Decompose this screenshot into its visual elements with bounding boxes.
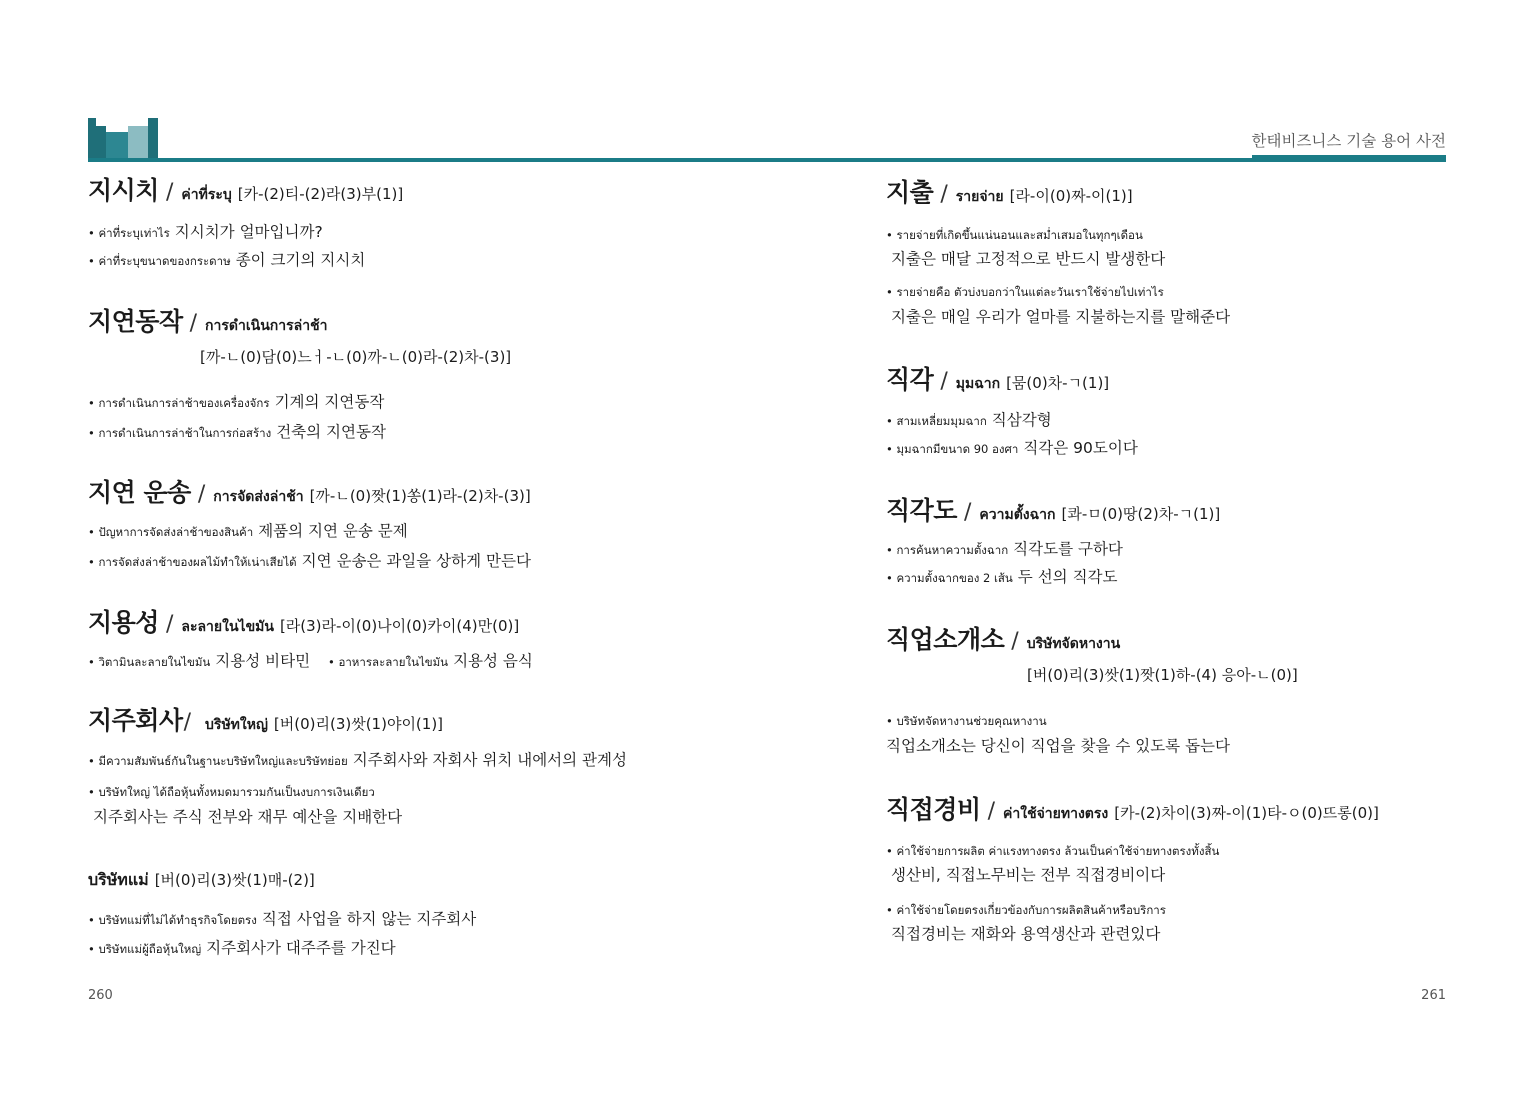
entry-headword: 지용성	[88, 608, 159, 637]
example-line	[886, 567, 1118, 588]
example-thai: • การค้นหาความตั้งฉาก	[886, 543, 1009, 557]
entry-separator: /	[165, 180, 174, 205]
entry-headword: 지시치	[88, 176, 159, 205]
entry-heading	[886, 623, 1120, 661]
example-thai: • ค่าใช้จ่ายการผลิต ค่าแรงทางตรง ล้วนเป็นค่าใช้จ่ายทางตรงทั้งสิ้น	[886, 844, 1220, 858]
example-line	[886, 281, 1164, 302]
example-korean: 지시치가 얼마입니까?	[174, 223, 323, 241]
entry-thai-term: ค่าใช้จ่ายทางตรง	[1003, 806, 1109, 822]
entry-heading	[88, 174, 403, 212]
entry-pronunciation-line	[1027, 665, 1298, 685]
example-korean: 제품의 지연 운송 문제	[258, 522, 408, 540]
entry-heading	[88, 305, 327, 343]
entry-thai-term: ค่าที่ระบุ	[181, 187, 232, 203]
example-line	[88, 750, 627, 771]
example-korean: 지연 운송은 과일을 상하게 만든다	[301, 552, 531, 570]
entry-separator: /	[940, 369, 948, 394]
entry-pronunciation: [까-ㄴ(0)짯(1)쏭(1)라-(2)차-(3)]	[309, 487, 531, 505]
entry-thai-term: บริษัทจัดหางาน	[1026, 636, 1121, 652]
entry-pronunciation: [버(0)리(3)쌋(1)야이(1)]	[273, 715, 444, 733]
example-thai: • การดำเนินการล่าช้าของเครื่องจักร	[88, 396, 270, 410]
example-thai: • การดำเนินการล่าช้าในการก่อสร้าง	[88, 426, 272, 440]
entry-separator: /	[940, 182, 948, 207]
entry-thai-term: ละลายในไขมัน	[181, 619, 274, 635]
example-korean: 지용성 비타민	[215, 652, 311, 670]
example-korean: 두 선의 직각도	[1017, 568, 1118, 586]
example-line	[88, 521, 408, 542]
entry-headword: 지주회사	[88, 706, 183, 735]
example-thai: • บริษัทจัดหางานช่วยคุณหางาน	[886, 714, 1047, 728]
example-korean: 지주회사는 주식 전부와 재무 예산을 지배한다	[93, 808, 403, 826]
entry-headword: 직업소개소	[886, 625, 1005, 654]
entry-heading	[886, 793, 1379, 831]
entry-heading	[88, 606, 519, 644]
entry-thai-term: บริษัทใหญ่	[205, 717, 268, 733]
example-korean: 생산비, 직접노무비는 전부 직접경비이다	[891, 866, 1166, 884]
entry-separator: /	[1011, 629, 1019, 654]
example-korean: 지주회사가 대주주를 가진다	[206, 939, 396, 957]
entry-headword: 직각	[886, 365, 934, 394]
decoration-bar	[88, 118, 96, 162]
entry-heading	[886, 363, 1109, 401]
entry-headword: 직접경비	[886, 795, 981, 824]
example-korean: 지주회사와 자회사 위치 내에서의 관계성	[352, 751, 627, 769]
entry-thai-term: การจัดส่งล่าช้า	[213, 489, 304, 505]
entry-pronunciation: [콰-ㅁ(0)땅(2)차-ㄱ(1)]	[1061, 505, 1221, 523]
example-line	[886, 539, 1123, 560]
entry-headword: 직각도	[886, 496, 957, 525]
entry-headword: บริษัทแม่	[88, 870, 149, 889]
example-line	[88, 909, 476, 930]
example-line	[886, 710, 1047, 731]
example-korean: 직접경비는 재화와 용역생산과 관련있다	[891, 925, 1161, 943]
example-thai: • ค่าใช้จ่ายโดยตรงเกี่ยวข้องกับการผลิตสินค้าหรือบริการ	[886, 903, 1166, 917]
example-line	[328, 651, 533, 672]
entry-heading	[886, 494, 1220, 532]
example-line	[891, 249, 1165, 269]
example-korean: 건축의 지연동작	[276, 423, 386, 441]
example-line	[88, 392, 384, 413]
example-korean: 직업소개소는 당신이 직업을 찾을 수 있도록 돕는다	[886, 737, 1230, 755]
example-thai: • วิตามินละลายในไขมัน	[88, 655, 211, 669]
example-thai: • อาหารละลายในไขมัน	[328, 655, 449, 669]
example-thai: • รายจ่ายคือ ตัวบ่งบอกว่าในแต่ละวันเราใช้จ่ายไปเท่าไร	[886, 285, 1164, 299]
entry-pronunciation: [카-(2)티-(2)라(3)부(1)]	[237, 185, 404, 203]
entry-separator: /	[189, 311, 198, 336]
example-line	[886, 736, 1230, 756]
example-line	[88, 938, 396, 959]
entry-heading	[88, 476, 531, 514]
example-korean: 지출은 매달 고정적으로 반드시 발생한다	[891, 250, 1166, 268]
example-thai: • ความตั้งฉากของ 2 เส้น	[886, 571, 1013, 585]
example-line	[88, 651, 310, 672]
entry-separator: /	[197, 482, 206, 507]
entry-pronunciation: [버(0)리(3)쌋(1)매-(2)]	[154, 871, 315, 889]
example-thai: • บริษัทแม่ผู้ถือหุ้นใหญ่	[88, 942, 202, 956]
example-line	[88, 222, 323, 243]
page-number: 261	[1421, 988, 1446, 1003]
entry-thai-term: การดำเนินการล่าช้า	[205, 318, 328, 334]
entry-separator: /	[183, 710, 192, 735]
page-number: 260	[88, 988, 113, 1003]
entry-headword: 지출	[886, 178, 934, 207]
entry-thai-term: รายจ่าย	[955, 189, 1004, 205]
example-korean: 종이 크기의 지시치	[235, 251, 366, 269]
header-title: 한태비즈니스 기술 용어 사전	[1251, 132, 1446, 150]
entry-pronunciation: [라(3)라-이(0)나이(0)카이(4)만(0)]	[279, 617, 520, 635]
example-korean: 지용성 음식	[453, 652, 533, 670]
entry-headword: 지연동작	[88, 307, 183, 336]
entry-pronunciation: [까-ㄴ(0)담(0)느ㅓ-ㄴ(0)까-ㄴ(0)라-(2)차-(3)]	[200, 348, 512, 366]
example-line	[93, 807, 402, 827]
entry-pronunciation: [라-이(0)짜-이(1)]	[1009, 187, 1133, 205]
entry-heading	[88, 704, 443, 742]
entry-pronunciation: [버(0)리(3)쌋(1)짯(1)하-(4) 응아-ㄴ(0)]	[1027, 666, 1298, 684]
header-title-underline	[1252, 155, 1446, 162]
entry-thai-term: มุมฉาก	[955, 376, 1001, 392]
example-korean: 직삼각형	[991, 411, 1052, 429]
example-korean: 직각도를 구하다	[1013, 540, 1123, 558]
example-thai: • ค่าที่ระบุขนาดของกระดาษ	[88, 254, 231, 268]
example-korean: 직각은 90도이다	[1023, 439, 1138, 457]
entry-separator: /	[963, 500, 972, 525]
example-thai: • บริษัทใหญ่ ได้ถือหุ้นทั้งหมดมารวมกันเป็นงบการเงินเดียว	[88, 785, 375, 799]
example-line	[88, 250, 365, 271]
example-thai: • ปัญหาการจัดส่งล่าช้าของสินค้า	[88, 525, 254, 539]
example-line	[891, 307, 1230, 327]
example-korean: 기계의 지연동작	[274, 393, 385, 411]
example-thai: • บริษัทแม่ที่ไม่ได้ทำธุรกิจโดยตรง	[88, 913, 257, 927]
example-line	[891, 924, 1160, 944]
entry-pronunciation: [뭄(0)차-ㄱ(1)]	[1006, 374, 1110, 392]
example-line	[886, 410, 1052, 431]
entry-heading	[88, 868, 315, 892]
example-line	[88, 781, 375, 802]
entry-separator: /	[165, 612, 174, 637]
example-thai: • ค่าที่ระบุเท่าไร	[88, 226, 170, 240]
example-line	[891, 865, 1165, 885]
example-thai: • รายจ่ายที่เกิดขึ้นแน่นอนและสม่ำเสมอในทุกๆเดือน	[886, 228, 1143, 242]
example-korean: 직접 사업을 하지 않는 지주회사	[261, 910, 477, 928]
example-line	[886, 840, 1219, 861]
entry-separator: /	[987, 799, 996, 824]
example-line	[886, 224, 1143, 245]
example-thai: • การจัดส่งล่าช้าของผลไม้ทำให้เน่าเสียได้	[88, 555, 297, 569]
decoration-bar	[148, 118, 158, 162]
entry-pronunciation: [카-(2)차이(3)짜-이(1)타-ㅇ(0)뜨롱(0)]	[1114, 804, 1379, 822]
entry-thai-term: ความตั้งฉาก	[979, 507, 1056, 523]
example-korean: 지출은 매일 우리가 얼마를 지불하는지를 말해준다	[891, 308, 1231, 326]
decoration-bar	[96, 126, 106, 162]
example-thai: • มีความสัมพันธ์กันในฐานะบริษัทใหญ่และบริษัทย่อย	[88, 754, 348, 768]
example-line	[886, 899, 1166, 920]
example-thai: • สามเหลี่ยมมุมฉาก	[886, 414, 987, 428]
entry-pronunciation-line	[200, 347, 511, 367]
entry-heading	[886, 176, 1133, 214]
example-thai: • มุมฉากมีขนาด 90 องศา	[886, 442, 1019, 456]
example-line	[88, 422, 386, 443]
decoration-bar	[128, 126, 148, 162]
header-rule	[88, 158, 1446, 162]
example-line	[886, 438, 1138, 459]
entry-headword: 지연 운송	[88, 478, 191, 507]
example-line	[88, 551, 531, 572]
